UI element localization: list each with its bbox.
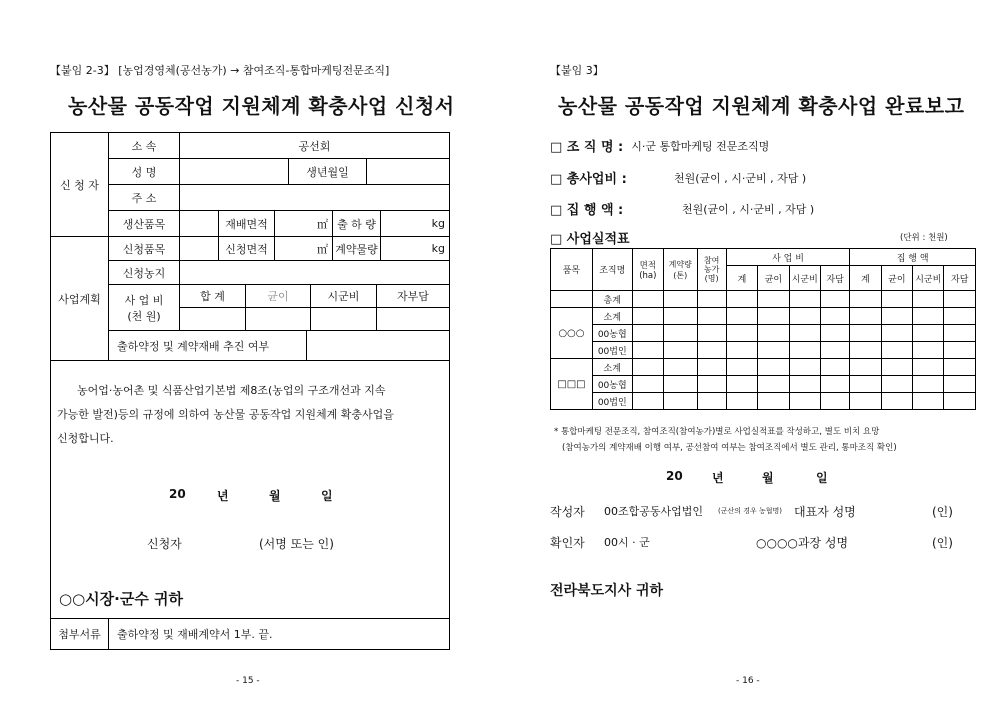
- cell-org: 소계: [592, 308, 632, 325]
- header-contract: 계약량 (톤): [664, 249, 697, 291]
- cell-org: 00농협: [592, 376, 632, 393]
- body-text-3: 신청합니다.: [57, 432, 114, 445]
- confirm-value: 00시 · 군: [604, 536, 650, 549]
- applied-area-label: 신청면적: [219, 237, 275, 261]
- cell-value[interactable]: [697, 393, 726, 410]
- cell-value[interactable]: [664, 308, 697, 325]
- cell-value[interactable]: [758, 291, 789, 308]
- attach-label: 첨부서류: [51, 619, 109, 649]
- self-label: 자부담: [377, 285, 449, 308]
- cell-value[interactable]: [881, 359, 912, 376]
- cell-org: 총계: [592, 291, 632, 308]
- cell-value[interactable]: [820, 291, 849, 308]
- city-county-field[interactable]: [311, 308, 377, 331]
- cell-value[interactable]: [697, 359, 726, 376]
- cell-value[interactable]: [632, 393, 663, 410]
- page-number: - 15 -: [236, 676, 260, 686]
- cell-value[interactable]: [697, 291, 726, 308]
- cell-value[interactable]: [697, 342, 726, 359]
- total-cost-row: [550, 168, 806, 187]
- cell-value[interactable]: [881, 291, 912, 308]
- writer-label: 작성자: [550, 505, 585, 519]
- contract-volume-label: 계약물량: [333, 237, 381, 261]
- header-sub: 시군비: [789, 266, 820, 291]
- cultivation-area-field[interactable]: [275, 211, 333, 237]
- cell-value[interactable]: [758, 325, 789, 342]
- cell-value[interactable]: [758, 393, 789, 410]
- address-label: 주 소: [109, 185, 180, 211]
- exec-row: [550, 199, 814, 218]
- date-month-label: 월: [762, 471, 774, 485]
- date-year-label: 년: [217, 489, 229, 503]
- weight-unit: kg: [431, 242, 445, 255]
- header-sub: 자담: [944, 266, 976, 291]
- org-value: 시·군 통합마케팅 전문조직명: [631, 139, 770, 153]
- cell-value[interactable]: [913, 359, 944, 376]
- confirm-label: 확인자: [550, 536, 585, 550]
- cell-value[interactable]: [789, 342, 820, 359]
- cell-value[interactable]: [913, 376, 944, 393]
- cell-value[interactable]: [697, 325, 726, 342]
- table-row: [551, 342, 976, 359]
- cell-value[interactable]: [632, 308, 663, 325]
- cell-value[interactable]: [944, 393, 976, 410]
- attach-value: 출하약정 및 재배계약서 1부. 끝.: [117, 628, 273, 641]
- table-row: [551, 291, 976, 308]
- name-label: 성 명: [109, 159, 180, 185]
- cell-value[interactable]: [789, 325, 820, 342]
- budget-label-line1: 사 업 비: [124, 293, 164, 307]
- birthdate-field[interactable]: [367, 159, 449, 185]
- cell-value[interactable]: [758, 308, 789, 325]
- cell-value[interactable]: [758, 376, 789, 393]
- cell-value[interactable]: [881, 376, 912, 393]
- writer-value: 00조합공동사업법인: [604, 505, 704, 518]
- table-row: [551, 376, 976, 393]
- cell-value[interactable]: [944, 291, 976, 308]
- affiliation-label: 소 속: [109, 133, 180, 159]
- cell-value[interactable]: [789, 359, 820, 376]
- page-title: 농산물 공동작업 지원체계 확충사업 완료보고: [558, 94, 965, 118]
- cell-value[interactable]: [789, 308, 820, 325]
- applicant-label: 신 청 자: [51, 133, 109, 237]
- cell-value[interactable]: [664, 291, 697, 308]
- header-exec-group: 집 행 액: [850, 249, 976, 266]
- cell-value[interactable]: [850, 325, 881, 342]
- header-sub: 계: [850, 266, 881, 291]
- header-sub: 균이: [881, 266, 912, 291]
- date-day-label: 일: [816, 471, 828, 485]
- cell-value[interactable]: [726, 376, 757, 393]
- cell-org: 00법인: [592, 342, 632, 359]
- header-sub: 자담: [820, 266, 849, 291]
- cell-value[interactable]: [758, 359, 789, 376]
- applied-farm-field[interactable]: [180, 261, 449, 285]
- cell-value[interactable]: [881, 325, 912, 342]
- products-label: 생산품목: [109, 211, 180, 237]
- cell-value[interactable]: [913, 325, 944, 342]
- cell-value[interactable]: [632, 325, 663, 342]
- confirm-rep: ○○○○과장 성명: [756, 536, 849, 550]
- date-month-label: 월: [269, 489, 281, 503]
- exec-label: □ 집 행 액 :: [550, 203, 624, 218]
- note-1: * 통합마케팅 전문조직, 참여조직(참여농가)별로 사업실적표를 작성하고, 별도 비치 요망: [554, 427, 880, 437]
- org-row: [550, 136, 769, 155]
- cell-value[interactable]: [664, 325, 697, 342]
- cell-value[interactable]: [664, 393, 697, 410]
- declaration-block: [51, 361, 449, 619]
- date-year: 20: [666, 469, 683, 483]
- perf-label: □ 사업실적표: [550, 232, 630, 247]
- attachment-tag: 【붙임 2-3】 [농업경영체(공선농가) → 참여조직-통합마케팅전문조직]: [50, 64, 390, 77]
- cell-value[interactable]: [850, 342, 881, 359]
- date-day-label: 일: [321, 489, 333, 503]
- cell-value[interactable]: [789, 376, 820, 393]
- cell-value[interactable]: [726, 308, 757, 325]
- addressee: 전라북도지사 귀하: [550, 583, 664, 599]
- cell-value[interactable]: [789, 393, 820, 410]
- cell-value[interactable]: [664, 342, 697, 359]
- cell-value[interactable]: [789, 291, 820, 308]
- total-field[interactable]: [180, 308, 246, 331]
- cell-value[interactable]: [850, 291, 881, 308]
- weight-unit: kg: [431, 217, 445, 230]
- budget-label-line2: (천 원): [127, 309, 161, 323]
- national-field[interactable]: [246, 308, 311, 331]
- date-year-label: 년: [712, 471, 724, 485]
- table-row: [551, 325, 976, 342]
- writer-seal: (인): [932, 505, 953, 519]
- cell-org: 00농협: [592, 325, 632, 342]
- perf-row: [550, 228, 630, 247]
- plan-label: 사업계획: [51, 237, 109, 361]
- cell-value[interactable]: [632, 342, 663, 359]
- affiliation-value: 공선회: [180, 133, 449, 159]
- cell-value[interactable]: [944, 342, 976, 359]
- applied-area-field[interactable]: [275, 237, 333, 261]
- contract-volume-field[interactable]: [381, 237, 449, 261]
- cell-value[interactable]: [726, 291, 757, 308]
- cell-value[interactable]: [850, 376, 881, 393]
- signer-label: 신청자: [147, 537, 182, 551]
- table-row: [551, 393, 976, 410]
- writer-small: (군산의 경우 농협명): [718, 507, 783, 515]
- addressee: ○○시장·군수 귀하: [59, 590, 184, 608]
- cell-value[interactable]: [820, 342, 849, 359]
- confirm-seal: (인): [932, 536, 953, 550]
- sign-hint: (서명 또는 인): [259, 537, 334, 551]
- unit-note: (단위 : 천원): [900, 233, 948, 243]
- area-unit: ㎡: [317, 217, 328, 231]
- agreement-field[interactable]: [307, 331, 449, 361]
- exec-value: 천원(균이 , 시·군비 , 자담 ): [682, 202, 815, 216]
- cell-value[interactable]: [913, 291, 944, 308]
- writer-rep: 대표자 성명: [794, 505, 856, 519]
- applied-product-field[interactable]: [180, 237, 219, 261]
- applied-farm-label: 신청농지: [109, 261, 180, 285]
- performance-table: [550, 248, 976, 410]
- cell-value[interactable]: [820, 393, 849, 410]
- cell-value[interactable]: [944, 376, 976, 393]
- products-field[interactable]: [180, 211, 219, 237]
- shipment-field[interactable]: [381, 211, 449, 237]
- agreement-label: 출하약정 및 계약재배 추진 여부: [109, 331, 307, 361]
- cell-value[interactable]: [726, 359, 757, 376]
- header-area: 면적 (ha): [632, 249, 663, 291]
- cell-value[interactable]: [881, 393, 912, 410]
- total-cost-value: 천원(균이 , 시·군비 , 자담 ): [674, 171, 807, 185]
- cell-value[interactable]: [664, 359, 697, 376]
- cell-value[interactable]: [850, 393, 881, 410]
- cell-value[interactable]: [850, 308, 881, 325]
- org-label: □ 조 직 명 :: [550, 140, 624, 155]
- header-sub: 균이: [758, 266, 789, 291]
- cell-value[interactable]: [913, 308, 944, 325]
- page-number: - 16 -: [736, 676, 760, 686]
- header-farms: 참여 농가 (명): [697, 249, 726, 291]
- header-sub: 시군비: [913, 266, 944, 291]
- cell-value[interactable]: [632, 291, 663, 308]
- cell-value[interactable]: [881, 342, 912, 359]
- header-item: 품목: [551, 249, 593, 291]
- cell-value[interactable]: [881, 308, 912, 325]
- applied-product-label: 신청품목: [109, 237, 180, 261]
- table-body: [551, 291, 976, 410]
- budget-label: [109, 285, 180, 331]
- cell-value[interactable]: [820, 376, 849, 393]
- body-text-1: 농어업·농어촌 및 식품산업기본법 제8조(농업의 구조개선과 지속: [77, 384, 386, 397]
- cell-org: 소계: [592, 359, 632, 376]
- cell-value[interactable]: [913, 393, 944, 410]
- cell-item: □□□: [551, 359, 593, 410]
- date-year: 20: [169, 487, 186, 501]
- cell-item: [551, 291, 593, 308]
- total-cost-label: □ 총사업비 :: [550, 172, 627, 187]
- cell-value[interactable]: [726, 342, 757, 359]
- address-field[interactable]: [180, 185, 449, 211]
- header-org: 조직명: [592, 249, 632, 291]
- cell-value[interactable]: [944, 308, 976, 325]
- shipment-label: 출 하 량: [333, 211, 381, 237]
- right-page: [500, 0, 1000, 707]
- self-field[interactable]: [377, 308, 449, 331]
- header-sub: 계: [726, 266, 757, 291]
- name-field[interactable]: [180, 159, 289, 185]
- cell-value[interactable]: [697, 308, 726, 325]
- table-row: [551, 359, 976, 376]
- area-unit: ㎡: [317, 242, 328, 256]
- cell-value[interactable]: [726, 393, 757, 410]
- city-county-label: 시군비: [311, 285, 377, 308]
- header-budget-group: 사 업 비: [726, 249, 849, 266]
- cell-value[interactable]: [820, 325, 849, 342]
- national-label: 균이: [246, 285, 311, 308]
- cell-value[interactable]: [726, 325, 757, 342]
- body-text-2: 가능한 발전)등의 규정에 의하여 농산물 공동작업 지원체계 확충사업을: [57, 408, 394, 421]
- application-form: [50, 132, 450, 650]
- cell-value[interactable]: [944, 359, 976, 376]
- page-title: 농산물 공동작업 지원체계 확충사업 신청서: [68, 94, 455, 118]
- cell-value[interactable]: [697, 376, 726, 393]
- table-row: [551, 308, 976, 325]
- cell-value[interactable]: [944, 325, 976, 342]
- cell-item: ○○○: [551, 308, 593, 359]
- cultivation-area-label: 재배면적: [219, 211, 275, 237]
- cell-value[interactable]: [820, 308, 849, 325]
- cell-org: 00법인: [592, 393, 632, 410]
- cell-value[interactable]: [632, 359, 663, 376]
- total-label: 합 계: [180, 285, 246, 308]
- cell-value[interactable]: [758, 342, 789, 359]
- cell-value[interactable]: [664, 376, 697, 393]
- cell-value[interactable]: [820, 359, 849, 376]
- cell-value[interactable]: [632, 376, 663, 393]
- cell-value[interactable]: [913, 342, 944, 359]
- attachment-tag: 【붙임 3】: [550, 64, 604, 77]
- note-2: (참여농가의 계약재배 이행 여부, 공선참여 여부는 참여조직에서 별도 관리, 통마조직 확인): [562, 443, 897, 453]
- birthdate-label: 생년월일: [289, 159, 367, 185]
- cell-value[interactable]: [850, 359, 881, 376]
